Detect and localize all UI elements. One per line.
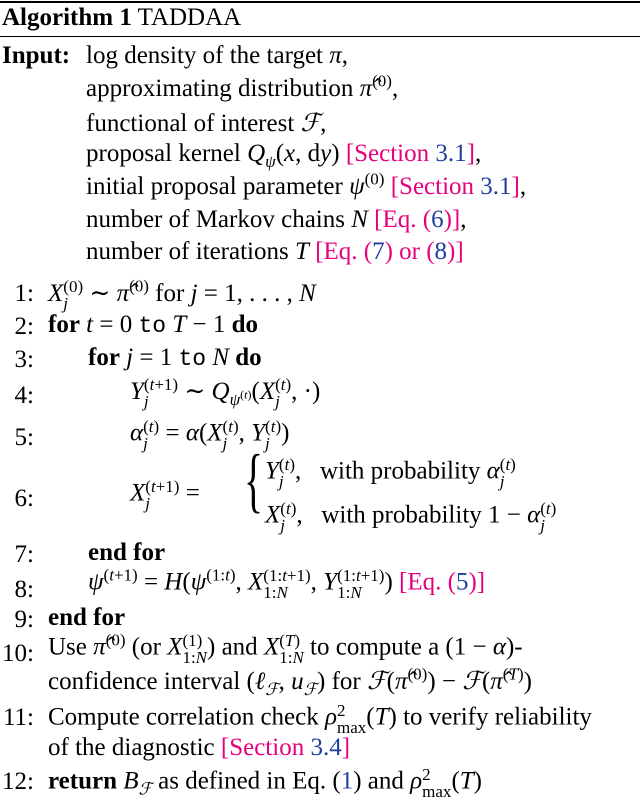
input-label: Input:: [2, 42, 71, 69]
line-6-case-1: Y (t) j , with probability α (t) j: [265, 455, 516, 491]
line-11: Compute correlation check ρ 2 max (T) to verify reliability: [48, 701, 592, 737]
line-number-10: 10:: [2, 640, 34, 667]
input-item-target: log density of the target π,: [86, 42, 349, 69]
input-item-functional: functional of interest ℱ,: [86, 110, 327, 137]
line-number-8: 8:: [14, 576, 34, 603]
line-6-case-2: X (t) j , with probability 1 − α (t) j: [265, 499, 557, 535]
line-11-continued: of the diagnostic [Section 3.4]: [48, 734, 351, 761]
line-6-lhs: X (t+1) j =: [130, 477, 200, 513]
line-number-1: 1:: [14, 280, 34, 307]
line-4: Y (t+1) j ∼ $Q_{\psi^{(t)}}(X$ (t) j , ·): [130, 375, 321, 412]
line-7-end-for: end for: [88, 539, 166, 566]
line-10: Use π̂$^{(0)}$ (or X (1) 1:N ) and X (T) 1:N to compute a (1 − α)-: [48, 630, 523, 667]
line-2: for t = 0 to T − 1 do: [48, 311, 259, 339]
line-8: $\psi^{(t+1)} = H(\psi^{(1:t)}$, X (1:t+1) 1:N , Y (1:t+1) 1:N ) [Eq. (5)]: [88, 565, 486, 602]
citation-section-3-4[interactable]: [Section 3.4]: [220, 734, 351, 761]
line-number-9: 9:: [14, 606, 34, 633]
line-number-5: 5:: [14, 424, 34, 451]
line-10-continued: confidence interval (ℓ$_ℱ$, $u_ℱ$) for ℱ(π̂$^{(0)}$) − ℱ(π̂$^{(T)}$): [48, 664, 532, 699]
input-item-param: initial proposal parameter $\psi^{(0)}$ [Section 3.1],: [86, 169, 527, 200]
input-item-iterations: number of iterations T [Eq. (7) or (8)]: [86, 238, 464, 265]
line-number-4: 4:: [14, 382, 34, 409]
citation-section-3-1-a[interactable]: [Section 3.1]: [345, 140, 475, 167]
header-rule: [0, 36, 640, 37]
case-brace: {: [244, 440, 264, 520]
line-1: X (0) j ∼ π̂$^{(0)}$ for j = 1, . . . , N: [48, 276, 316, 314]
line-number-11: 11:: [2, 704, 34, 731]
line-9-end-for: end for: [48, 604, 126, 631]
line-5: α (t) j = α(X (t) j , Y (t) j ): [130, 417, 290, 453]
line-3: for j = 1 to N do: [88, 344, 262, 372]
line-number-7: 7:: [14, 541, 34, 568]
citation-eq-5[interactable]: [Eq. (5)]: [399, 568, 486, 596]
input-item-kernel: proposal kernel $Q_\psi(x$, dy) [Section 3.1],: [86, 140, 482, 171]
citation-eq-6[interactable]: [Eq. (6)]: [374, 206, 461, 233]
citation-section-3-1-b[interactable]: [Section 3.1]: [390, 173, 520, 200]
line-number-6: 6:: [14, 485, 34, 512]
algorithm-title: Algorithm 1 TADDAA: [2, 4, 242, 31]
line-number-2: 2:: [14, 313, 34, 340]
top-rule: [0, 1, 640, 3]
line-number-12: 12:: [2, 768, 34, 795]
line-number-3: 3:: [14, 346, 34, 373]
citation-eq-7-8[interactable]: [Eq. (7) or (8)]: [315, 238, 464, 265]
input-item-approx: approximating distribution π̂$^{(0)}$,: [86, 71, 399, 102]
line-12: return $B_ℱ$ as defined in Eq. (1) and ρ 2 max (T): [48, 765, 482, 801]
input-item-chains: number of Markov chains N [Eq. (6)],: [86, 206, 467, 233]
